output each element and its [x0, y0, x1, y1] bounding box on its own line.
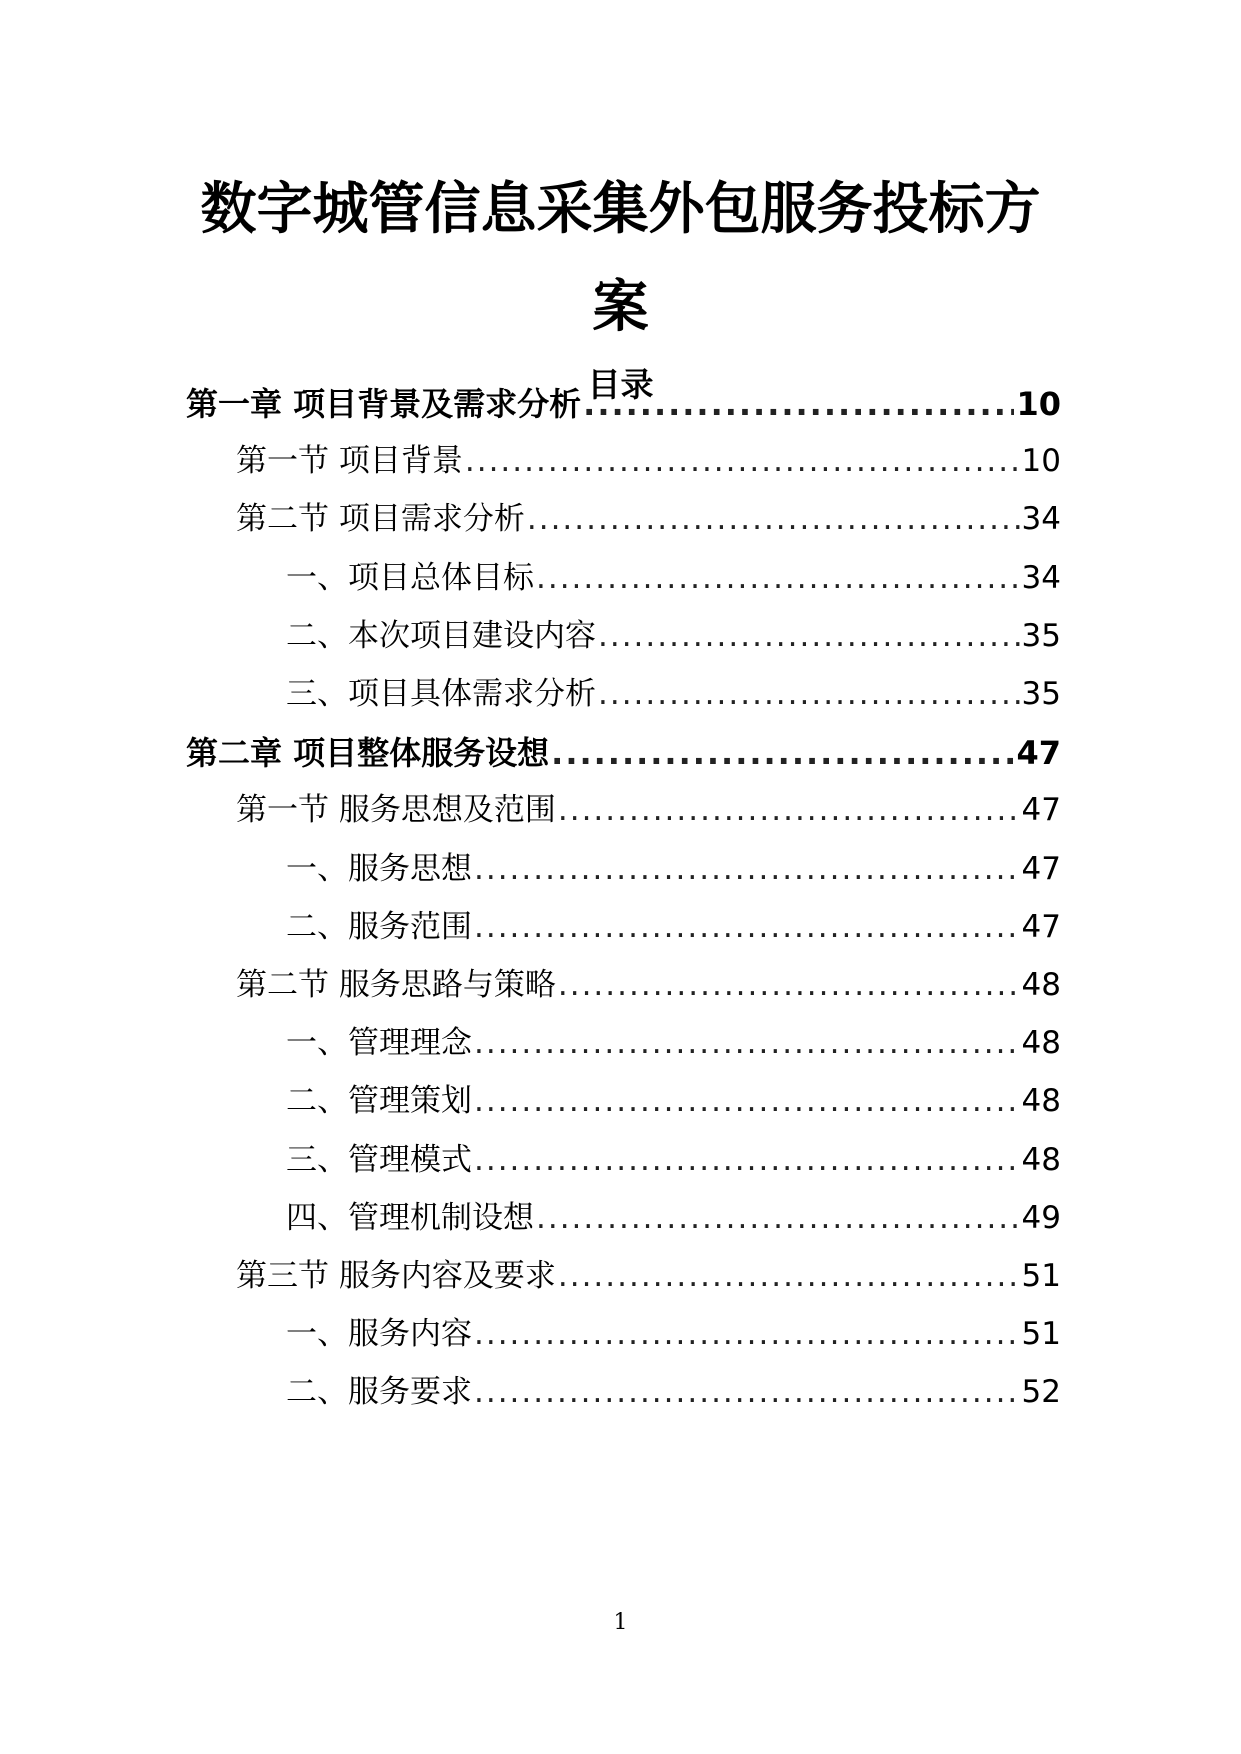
- toc-section-entry[interactable]: [236, 967, 1061, 1003]
- toc-section-entry[interactable]: [236, 1258, 1061, 1294]
- toc-subsection-entry[interactable]: [286, 1141, 1061, 1178]
- toc-entry-page-number: 47: [1016, 734, 1061, 773]
- toc-subsection-entry[interactable]: [286, 676, 1061, 712]
- toc-entry-label: 三、管理模式: [286, 1141, 472, 1178]
- toc-subsection-entry[interactable]: [286, 1025, 1061, 1062]
- toc-entry-page-number: 48: [1021, 1083, 1061, 1120]
- toc-subsection-entry[interactable]: [286, 1199, 1061, 1236]
- toc-entry-label: 第二章 项目整体服务设想: [186, 734, 550, 773]
- toc-entry-page-number: 10: [1016, 385, 1061, 423]
- toc-section-entry[interactable]: [236, 792, 1061, 829]
- toc-entry-label: 第一章 项目背景及需求分析: [186, 385, 582, 423]
- toc-entry-page-number: 34: [1021, 559, 1061, 596]
- toc-dot-leader: [474, 1377, 1020, 1408]
- toc-subsection-entry[interactable]: [286, 850, 1061, 887]
- toc-dot-leader: [474, 1319, 1020, 1350]
- toc-entry-label: 二、服务范围: [286, 908, 472, 945]
- toc-entry-label: 二、管理策划: [286, 1083, 472, 1120]
- toc-dot-leader: [536, 1203, 1020, 1234]
- toc-heading: 目录: [587, 365, 654, 404]
- toc-entry-page-number: 52: [1021, 1374, 1061, 1411]
- toc-dot-leader: [474, 912, 1020, 943]
- toc-dot-leader: [598, 621, 1020, 652]
- toc-entry-label: 第一节 服务思想及范围: [236, 792, 556, 829]
- toc-subsection-entry[interactable]: [286, 559, 1061, 596]
- toc-entry-page-number: 47: [1021, 850, 1061, 887]
- toc-chapter-entry[interactable]: [186, 734, 1061, 773]
- document-title-line-2: 案: [592, 275, 649, 340]
- toc-dot-leader: [465, 446, 1020, 477]
- toc-entry-page-number: 35: [1021, 617, 1061, 654]
- toc-entry-page-number: 48: [1021, 967, 1061, 1003]
- document-title-line-1: 数字城管信息采集外包服务投标方: [200, 177, 1041, 242]
- toc-entry-label: 第二节 服务思路与策略: [236, 967, 556, 1003]
- toc-entry-label: 一、服务思想: [286, 850, 472, 887]
- toc-entry-label: 第一节 项目背景: [236, 443, 463, 480]
- toc-entry-label: 三、项目具体需求分析: [286, 676, 596, 712]
- toc-subsection-entry[interactable]: [286, 617, 1061, 654]
- toc-entry-page-number: 47: [1021, 908, 1061, 945]
- toc-subsection-entry[interactable]: [286, 1083, 1061, 1120]
- toc-entry-label: 一、服务内容: [286, 1316, 472, 1353]
- toc-entry-label: 四、管理机制设想: [286, 1199, 534, 1236]
- toc-entry-page-number: 10: [1021, 443, 1061, 480]
- toc-dot-leader: [474, 1028, 1020, 1059]
- toc-entry-page-number: 48: [1021, 1025, 1061, 1062]
- toc-entry-label: 一、项目总体目标: [286, 559, 534, 596]
- toc-entry-label: 二、服务要求: [286, 1374, 472, 1411]
- toc-dot-leader: [558, 795, 1020, 826]
- toc-subsection-entry[interactable]: [286, 1374, 1061, 1411]
- toc-section-entry[interactable]: [236, 443, 1061, 480]
- page-number: 1: [613, 1610, 628, 1635]
- toc-entry-label: 二、本次项目建设内容: [286, 617, 596, 654]
- toc-dot-leader: [474, 854, 1020, 885]
- toc-entry-page-number: 35: [1021, 676, 1061, 712]
- toc-dot-leader: [598, 679, 1020, 710]
- toc-chapter-entry[interactable]: [186, 385, 1061, 423]
- toc-dot-leader: [583, 388, 1014, 420]
- toc-entry-page-number: 51: [1021, 1316, 1061, 1353]
- toc-dot-leader: [527, 504, 1020, 535]
- toc-entry-label: 一、管理理念: [286, 1025, 472, 1062]
- toc-subsection-entry[interactable]: [286, 1316, 1061, 1353]
- toc-entry-page-number: 47: [1021, 792, 1061, 829]
- toc-entry-label: 第二节 项目需求分析: [236, 501, 525, 538]
- toc-entry-label: 第三节 服务内容及要求: [236, 1258, 556, 1294]
- toc-entry-page-number: 34: [1021, 501, 1061, 538]
- toc-dot-leader: [536, 563, 1020, 594]
- toc-dot-leader: [474, 1086, 1020, 1117]
- toc-dot-leader: [558, 1261, 1020, 1292]
- toc-dot-leader: [551, 737, 1014, 769]
- toc-dot-leader: [474, 1145, 1020, 1176]
- toc-entry-page-number: 48: [1021, 1141, 1061, 1178]
- toc-subsection-entry[interactable]: [286, 908, 1061, 945]
- toc-entry-page-number: 51: [1021, 1258, 1061, 1294]
- toc-entry-page-number: 49: [1021, 1199, 1061, 1236]
- toc-section-entry[interactable]: [236, 501, 1061, 538]
- toc-dot-leader: [558, 970, 1020, 1001]
